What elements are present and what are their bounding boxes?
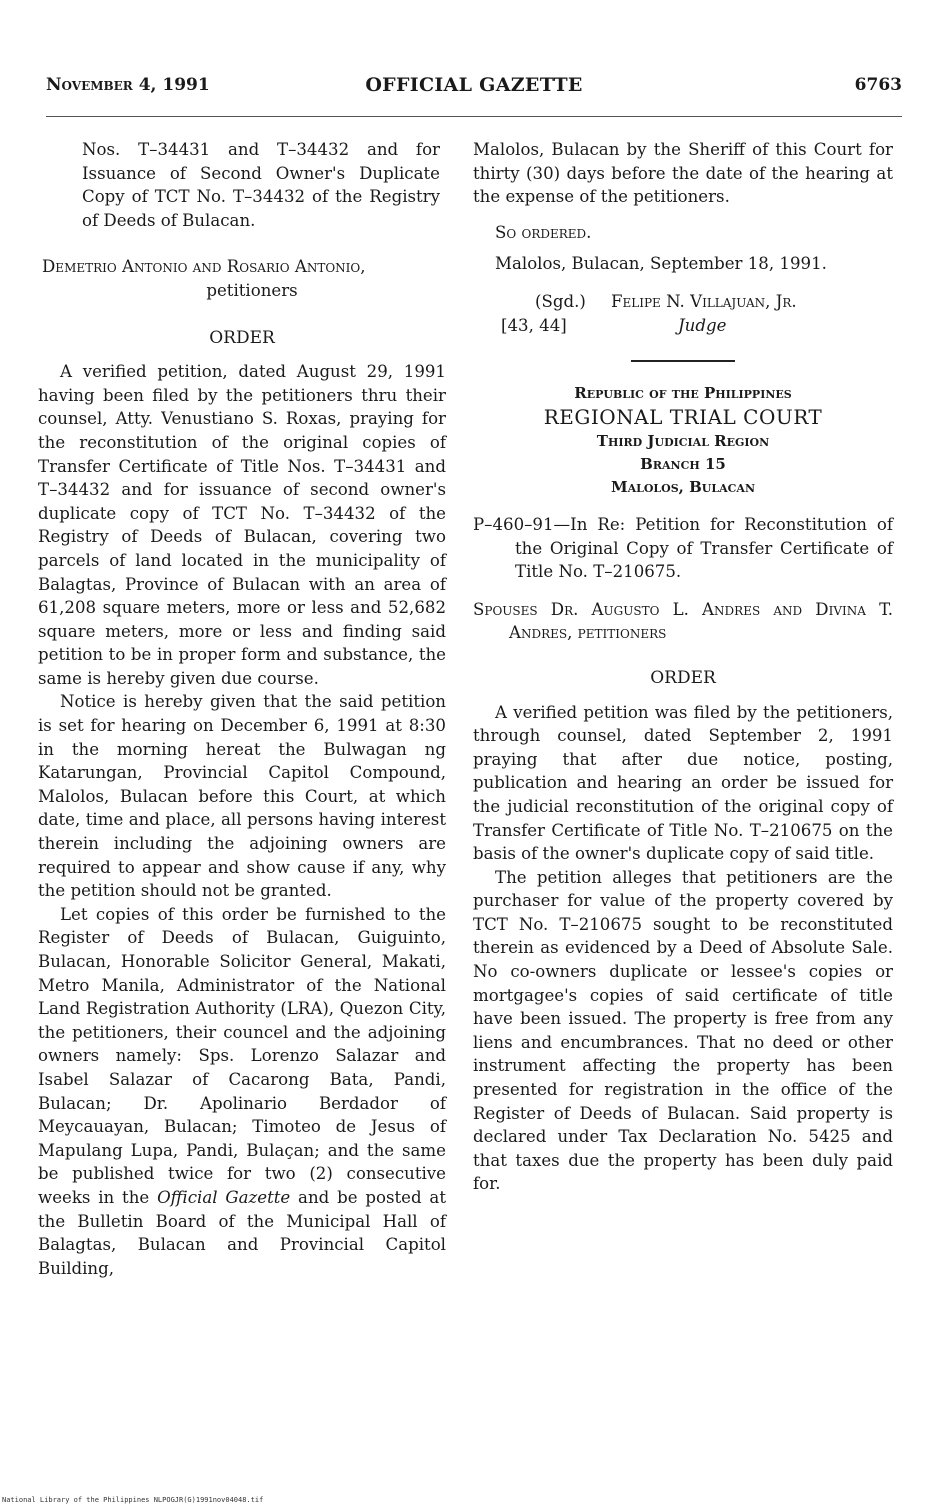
right-column: [473, 138, 893, 1196]
case-title-continued: Nos. T–34431 and T–34432 and for Issuance of Second Owner's Duplicate Copy of TCT No. T–34432 of the Registry of Deeds of Bulacan.: [82, 140, 440, 230]
petitioners-names: Demetrio Antonio and Rosario Antonio,: [42, 257, 366, 277]
gazette-italic: Official Gazette: [157, 1187, 291, 1207]
scan-footer: National Library of the Philippines NLPOGJR(G)1991nov04048.tif: [2, 1496, 264, 1504]
place-and-date: Malolos, Bulacan, September 18, 1991.: [495, 254, 827, 274]
order-heading: ORDER: [209, 327, 275, 348]
reference-line: [473, 314, 893, 338]
court-region: Third Judicial Region: [596, 431, 770, 450]
court-republic: Republic of the Philippines: [574, 383, 792, 402]
order-paragraph-3: [38, 903, 446, 1281]
page-number: 6763: [854, 75, 902, 95]
court-branch: Branch 15: [640, 454, 726, 473]
page-header: [46, 75, 902, 105]
court-name: REGIONAL TRIAL COURT: [543, 404, 823, 429]
case-title: P–460–91—In Re: Petition for Reconstitution of the Original Copy of Transfer Certificate of Title No. T–210675.: [473, 514, 893, 582]
judge-title: Judge: [678, 315, 727, 335]
so-ordered: So ordered.: [495, 222, 592, 242]
publication-title: OFFICIAL GAZETTE: [365, 74, 583, 96]
left-column: [38, 138, 446, 1280]
order-heading-2: ORDER: [650, 667, 716, 688]
paragraph-continued: Malolos, Bulacan by the Sheriff of this Court for thirty (30) days before the date of the hearing at the expense of the petitioners.: [473, 140, 893, 207]
petitioners-names-2: Spouses Dr. Augusto L. Andres and Divina T. Andres, petitioners: [473, 599, 893, 643]
paragraph-3-text-b: and be posted at the Bulletin Board of the Municipal Hall of Balagtas, Bulacan and Provincial Capitol Building,: [38, 1187, 446, 1278]
issue-date: November 4, 1991: [46, 75, 210, 95]
signature-line: [473, 290, 893, 314]
judge-name: Felipe N. Villajuan, Jr.: [611, 291, 797, 311]
signed-mark: (Sgd.): [535, 291, 586, 311]
issue-reference: [43, 44]: [501, 315, 567, 335]
paragraph-3-text-a: Let copies of this order be furnished to the Register of Deeds of Bulacan, Guiguinto, Bulacan, Honorable Solicitor General, Makati, Metro Manila, Administrator of the National Land Registration Authority (LRA), Quezon City, the petitioners, their councel and the adjoining owners namely: Sps. Lorenzo Salazar and Isabel Salazar of Cacarong Bata, Pandi, Bulacan; Dr. Apolinario Berdador of Meycauayan, Bulacan; Timoteo de Jesus of Mapulang Lupa, Pandi, Bulaçan; and the same be published twice for two (2) consecutive weeks in the: [38, 904, 446, 1207]
petitioners-label: petitioners: [206, 280, 298, 300]
court-location: Malolos, Bulacan: [610, 477, 756, 496]
order-paragraph-1: A verified petition, dated August 29, 1991 having been filed by the petitioners thru their counsel, Atty. Venustiano S. Roxas, praying for the reconstitution of the original copies of Transfer Certificate of Title Nos. T–34431 and T–34432 and for issuance of second owner's duplicate copy of TCT No. T–34432 of the Registry of Deeds of Bulacan, covering two parcels of land located in the municipality of Balagtas, Province of Bulacan with an area of 61,208 square meters, more or less and 52,682 square meters, more or less and finding said petition to be in proper form and substance, the same is hereby given due course.: [38, 362, 446, 688]
order-paragraph-2: Notice is hereby given that the said petition is set for hearing on December 6, 1991 at 8:30 in the morning hereat the Bulwagan ng Katarungan, Provincial Capitol Compound, Malolos, Bulacan before this Court, at which date, time and place, all persons having interest therein including the adjoining owners are required to appear and show cause if any, why the petition should not be granted.: [38, 692, 446, 901]
header-rule: [46, 116, 902, 117]
order-2-paragraph-1: A verified petition was filed by the petitioners, through counsel, dated September 2, 1991 praying that after due notice, posting, publication and hearing an order be issued for the judicial reconstitution of the original copy of Transfer Certificate of Title No. T–210675 on the basis of the owner's duplicate copy of said title.: [473, 702, 893, 864]
order-2-paragraph-2: The petition alleges that petitioners are the purchaser for value of the property covered by TCT No. T–210675 sought to be reconstituted therein as evidenced by a Deed of Absolute Sale. No co-owners duplicate or lessee's copies or mortgagee's copies of said certificate of title have been issued. The property is free from any liens and encumbrances. That no deed or other instrument affecting the property has been presented for registration in the office of the Register of Deeds of Bulacan. Said property is declared under Tax Declaration No. 5425 and that taxes due the property has been duly paid for.: [473, 867, 893, 1194]
